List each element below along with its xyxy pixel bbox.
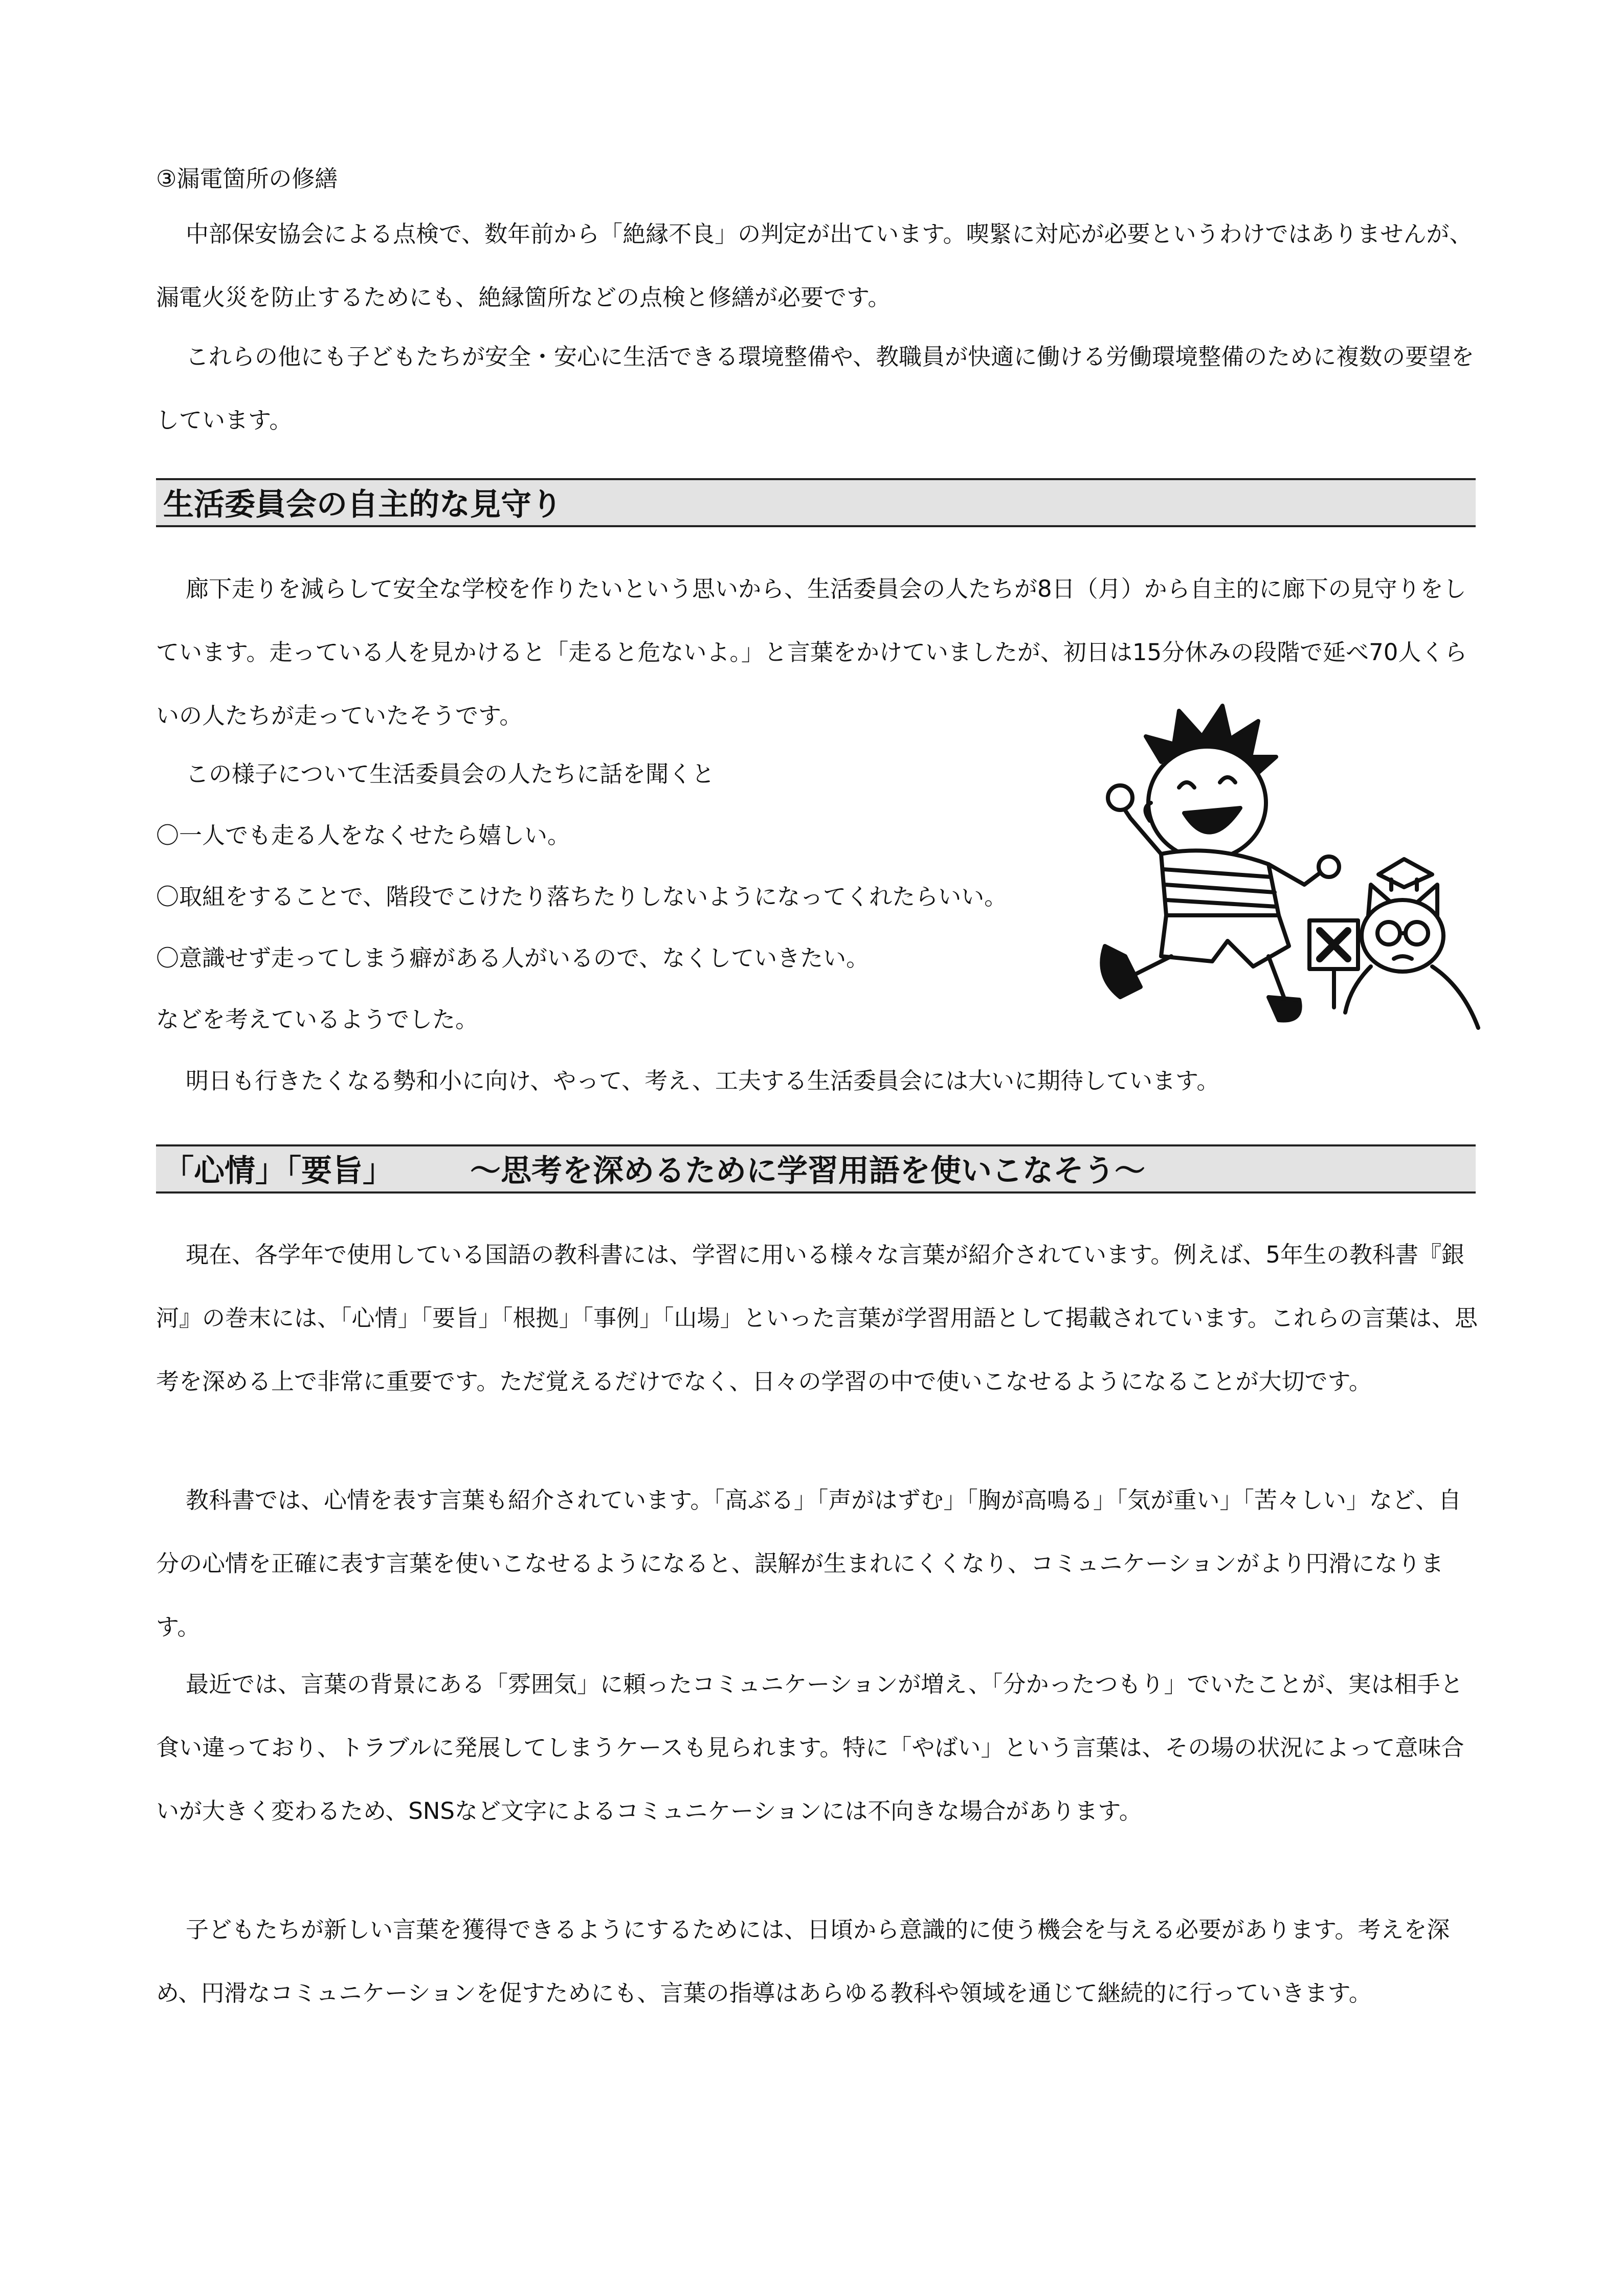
paragraph: 子どもたちが新しい言葉を獲得できるようにするためには、日頃から意識的に使う機会を与える必要があります。考えを深め、円滑なコミュニケーションを促すためにも、言葉の指導はあらゆる教科や領域を通じて継続的に行っていきます。 [156,1916,1450,2007]
list-item: 〇意識せず走ってしまう癖がある人がいるので、なくしていきたい。 [156,944,870,972]
list-item: 〇一人でも走る人をなくせたら嬉しい。 [156,822,571,849]
list-item: 〇取組をすることで、階段でこけたり落ちたりしないようになってくれたらいい。 [156,883,1008,910]
paragraph: 最近では、言葉の背景にある「雰囲気」に頼ったコミュニケーションが増え、「分かったつもり」でいたことが、実は相手と食い違っており、トラブルに発展してしまうケースも見られます。特に「やばい」という言葉は、その場の状況によって意味合いが大きく変わるため、SNSなど文字によるコミュニケーションには不向きな場合があります。 [156,1671,1464,1825]
paragraph: 教科書では、心情を表す言葉も紹介されています。「高ぶる」「声がはずむ」「胸が高鳴る」「気が重い」「苦々しい」など、自分の心情を正確に表す言葉を使いこなせるようになると、誤解が生まれにくくなり、コミュニケーションがより円滑になります。 [156,1487,1461,1640]
heading-title: 「心情」「要旨」 [163,1153,393,1189]
section-title-leak-repair: ③漏電箇所の修繕 [156,165,338,192]
paragraph: などを考えているようでした。 [156,1006,479,1033]
paragraph: 明日も行きたくなる勢和小に向け、やって、考え、工夫する生活委員会には大いに期待しています。 [186,1067,1220,1094]
running-boy-illustration [1084,701,1483,1038]
paragraph: 現在、各学年で使用している国語の教科書には、学習に用いる様々な言葉が紹介されています。例えば、5年生の教科書『銀河』の巻末には、「心情」「要旨」「根拠」「事例」「山場」といった言葉が学習用語として掲載されています。これらの言葉は、思考を深める上で非常に重要です。ただ覚えるだけでなく、日々の学習の中で使いこなせるようになることが大切です。 [156,1241,1478,1395]
paragraph: 廊下走りを減らして安全な学校を作りたいという思いから、生活委員会の人たちが8日（月）から自主的に廊下の見守りをしています。走っている人を見かけると「走ると危ないよ。」と言葉をかけていましたが、初日は15分休みの段階で延べ70人くらいの人たちが走っていたそうです。 [156,575,1467,729]
heading-subtitle: ～思考を深めるために学習用語を使いこなそう～ [470,1153,1145,1189]
paragraph: これらの他にも子どもたちが安全・安心に生活できる環境整備や、教職員が快適に働ける労働環境整備のために複数の要望をしています。 [156,343,1475,434]
section-heading-life-committee: 生活委員会の自主的な見守り [156,478,1476,527]
section-heading-study-terms [156,1144,1476,1194]
paragraph: 中部保安協会による点検で、数年前から「絶縁不良」の判定が出ています。喫緊に対応が必要というわけではありませんが、漏電火災を防止するためにも、絶縁箇所などの点検と修繕が必要です。 [156,220,1473,311]
paragraph: この様子について生活委員会の人たちに話を聞くと [186,760,715,787]
